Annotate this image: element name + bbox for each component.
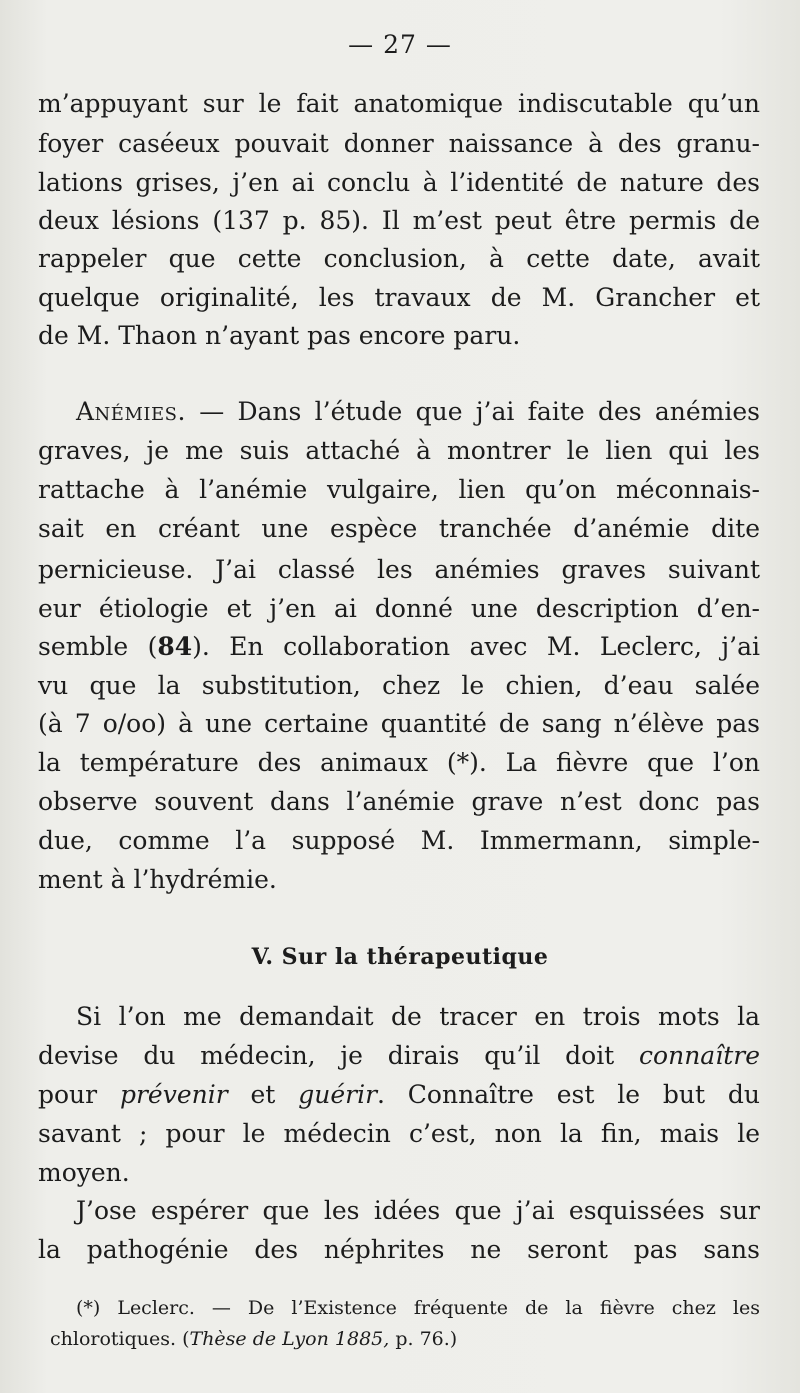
text-line: vu que la substitution, chez le chien, d’eau salée (38, 671, 760, 700)
text-span: chlorotiques. ( (50, 1328, 190, 1350)
footnote-line: (*) Leclerc. — De l’Existence fréquente de la fièvre chez les (76, 1297, 760, 1319)
text-line: de M. Thaon n’ayant pas encore paru. (38, 321, 521, 350)
text-line: lations grises, j’en ai conclu à l’identité de nature des (38, 168, 760, 197)
page-number: — 27 — (348, 30, 452, 59)
text-span: p. 76.) (389, 1328, 458, 1350)
text-line: savant ; pour le médecin c’est, non la fin, mais le (38, 1119, 760, 1148)
section-title: V. Sur la thérapeutique (251, 944, 549, 970)
text-line (38, 1075, 760, 1115)
text-line: deux lésions (137 p. 85). Il m’est peut être permis de (38, 206, 760, 235)
text-span: . Connaître est le but du (377, 1080, 760, 1109)
text-line-with-reference (38, 627, 760, 667)
text-line: moyen. (38, 1158, 130, 1187)
text-line: quelque originalité, les travaux de M. Grancher et (38, 283, 760, 312)
anemies-heading: Anémies. (76, 397, 186, 426)
italic-title: Thèse de Lyon (189, 1328, 329, 1350)
anemies-first-line (76, 392, 760, 432)
text-line: foyer caséeux pouvait donner naissance à des granu- (38, 129, 760, 158)
text-line: due, comme l’a supposé M. Immermann, simple- (38, 826, 760, 855)
italic-word: guérir (298, 1080, 378, 1109)
text-line: rattache à l’anémie vulgaire, lien qu’on méconnais- (38, 475, 760, 504)
text-span: et (227, 1080, 299, 1109)
bibliography-reference: 84 (157, 632, 193, 661)
text-line: ment à l’hydrémie. (38, 865, 277, 894)
text-span: semble ( (38, 632, 158, 661)
italic-year: 1885, (334, 1328, 390, 1350)
text-line: m’appuyant sur le fait anatomique indiscutable qu’un (38, 89, 760, 118)
italic-word: connaître (639, 1041, 760, 1070)
text-line (38, 1036, 760, 1076)
text-line: J’ose espérer que les idées que j’ai esquissées sur (76, 1196, 760, 1225)
text-line: pernicieuse. J’ai classé les anémies graves suivant (38, 555, 760, 584)
text-line: eur étiologie et j’en ai donné une description d’en- (38, 594, 760, 623)
footnote-line (50, 1323, 760, 1355)
text-span: devise du médecin, je dirais qu’il doit (38, 1041, 640, 1070)
text-span: ). En collaboration avec M. Leclerc, j’ai (192, 632, 761, 661)
text-line: (à 7 o/oo) à une certaine quantité de sang n’élève pas (38, 709, 760, 738)
italic-word: prévenir (119, 1080, 228, 1109)
text-line: sait en créant une espèce tranchée d’anémie dite (38, 514, 760, 543)
text-line: observe souvent dans l’anémie grave n’est donc pas (38, 787, 760, 816)
text-line: graves, je me suis attaché à montrer le lien qui les (38, 436, 760, 465)
text-line: la température des animaux (*). La fièvre que l’on (38, 748, 760, 777)
text-span: pour (38, 1080, 120, 1109)
text-line: Si l’on me demandait de tracer en trois mots la (76, 1002, 760, 1031)
text-line: la pathogénie des néphrites ne seront pas sans (38, 1235, 760, 1264)
text-line: rappeler que cette conclusion, à cette date, avait (38, 244, 760, 273)
text-span: — Dans l’étude que j’ai faite des anémies (185, 397, 760, 426)
